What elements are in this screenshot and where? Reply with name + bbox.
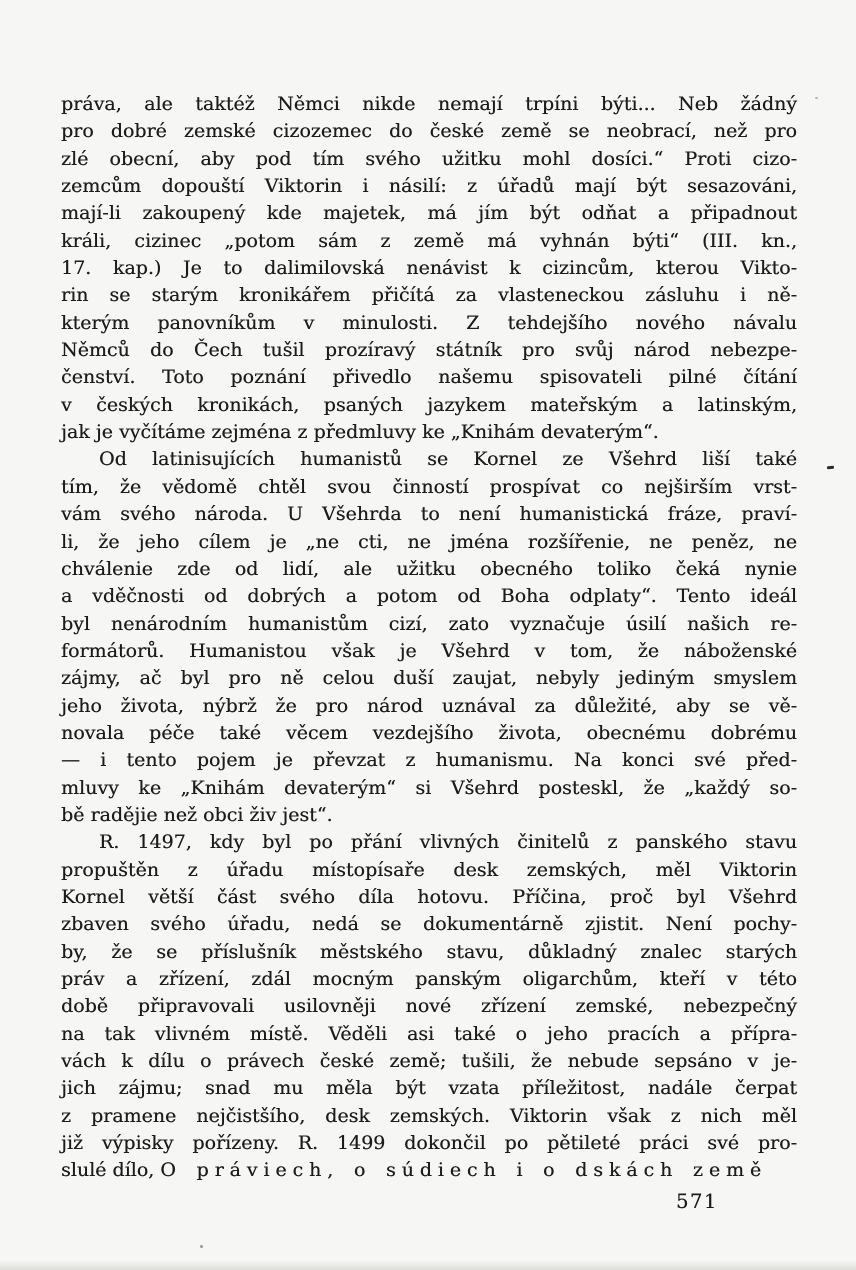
text-line: pro dobré zemské cizozemec do české země se neobrací, než pro [61, 120, 797, 143]
text-line: zbaven svého úřadu, nedá se dokumentárně zjistit. Není pochy- [61, 913, 797, 936]
page-number: 571 [676, 1190, 718, 1213]
text-line: zlé obecní, aby pod tím svého užitku mohl dosíci.“ Proti cizo- [61, 147, 797, 170]
ink-speck [815, 97, 818, 99]
text-line [61, 1157, 797, 1184]
text-line: jak je vyčítáme zejména z předmluvy ke „Knihám devaterým“. [61, 421, 659, 444]
text-line: mají-li zakoupený kde majetek, má jím být odňat a připadnout [61, 202, 797, 225]
bottom-scan-shadow [0, 1260, 856, 1270]
text-line: — i tento pojem je převzat z humanismu. Na konci své před- [61, 749, 797, 772]
paragraph-3 [61, 829, 797, 1184]
text-line: králi, cizinec „potom sám z země má vyhnán býti“ (III. kn., [61, 229, 797, 252]
text-line: R. 1497, kdy byl po přání vlivných činitelů z panského stavu [99, 831, 797, 854]
text-line: Od latinisujících humanistů se Kornel ze Všehrd liší také [99, 448, 797, 471]
text-line: práv a zřízení, zdál mocným panským oligarchům, kteří v této [61, 968, 797, 990]
text-line: propuštěn z úřadu místopísaře desk zemských, měl Viktorin [61, 858, 797, 881]
paragraph-2 [61, 446, 797, 829]
ink-speck [200, 1245, 203, 1248]
text-line: Kornel větší část svého díla hotovu. Příčina, proč byl Všehrd [61, 885, 797, 908]
text-line: formátorů. Humanistou však je Všehrd v tom, že náboženské [61, 639, 797, 662]
ink-speck [827, 466, 834, 470]
text-line: již výpisky pořízeny. R. 1499 dokončil po pětileté práci své pro- [61, 1132, 797, 1155]
text-line: tím, že vědomě chtěl svou činností prospívat co nejširším vrst- [61, 475, 797, 498]
text-line: zemcům dopouští Viktorin i násilí: z úřadů mají být sesazováni, [61, 175, 797, 198]
text-line: by, že se příslušník městského stavu, důkladný znalec starých [61, 940, 797, 963]
text-line: z pramene nejčistšího, desk zemských. Viktorin však z nich měl [61, 1104, 797, 1127]
text-line: li, že jeho cílem je „ne cti, ne jména rozšířenie, ne peněz, ne [61, 530, 797, 553]
text-line: bě radějie než obci živ jest“. [61, 803, 333, 826]
text-line: a vděčnosti od dobrých a potom od Boha odplaty“. Tento ideál [61, 585, 797, 608]
text-line: době připravovali usilovněji nové zřízení zemské, nebezpečný [61, 995, 797, 1018]
work-title-prefix: slulé dílo, [61, 1159, 161, 1182]
text-line: vám svého národa. U Všehrda to není humanistická fráze, praví- [61, 503, 797, 526]
text-block [61, 91, 797, 1185]
text-line: na tak vlivném místě. Věděli asi také o jeho pracích a přípra- [61, 1022, 797, 1045]
text-line: jeho života, nýbrž že pro národ uznával za důležité, aby se vě- [61, 694, 797, 717]
text-line: 17. kap.) Je to dalimilovská nenávist k cizincům, kterou Vikto- [61, 257, 797, 280]
text-line: jich zájmu; snad mu měla být vzata příležitost, nadále čerpat [61, 1077, 797, 1100]
text-line: byl nenárodním humanistům cizí, zato vyznačuje úsilí našich re- [61, 612, 797, 635]
text-line: čenství. Toto poznání přivedlo našemu spisovateli pilné čítání [61, 366, 797, 389]
text-line: v českých kronikách, psaných jazykem mateřským a latinským, [61, 393, 797, 416]
text-line: kterým panovníkům v minulosti. Z tehdejšího nového návalu [61, 311, 797, 334]
text-line: vách k dílu o právech české země; tušili, že nebude sepsáno v je- [61, 1050, 797, 1073]
text-line: zájmy, ač byl pro ně celou duší zaujat, nebyly jediným smyslem [61, 667, 797, 690]
text-line: novala péče také věcem vezdejšího života, obecnému dobrému [61, 721, 797, 744]
text-line: práva, ale taktéž Němci nikde nemají trpíni býti... Neb žádný [61, 93, 797, 115]
text-line: rin se starým kronikářem přičítá za vlasteneckou zásluhu i ně- [61, 284, 797, 307]
paragraph-1 [61, 91, 797, 446]
text-line: chválenie zde od lidí, ale užitku obecného toliko čeká nynie [61, 557, 797, 580]
text-line: Němců do Čech tušil prozíravý státník pro svůj národ nebezpe- [61, 339, 797, 362]
work-title: O práviech, o súdiech i o dskách země [160, 1159, 767, 1182]
text-line: mluvy ke „Knihám devaterým“ si Všehrd posteskl, že „každý so- [61, 776, 797, 799]
